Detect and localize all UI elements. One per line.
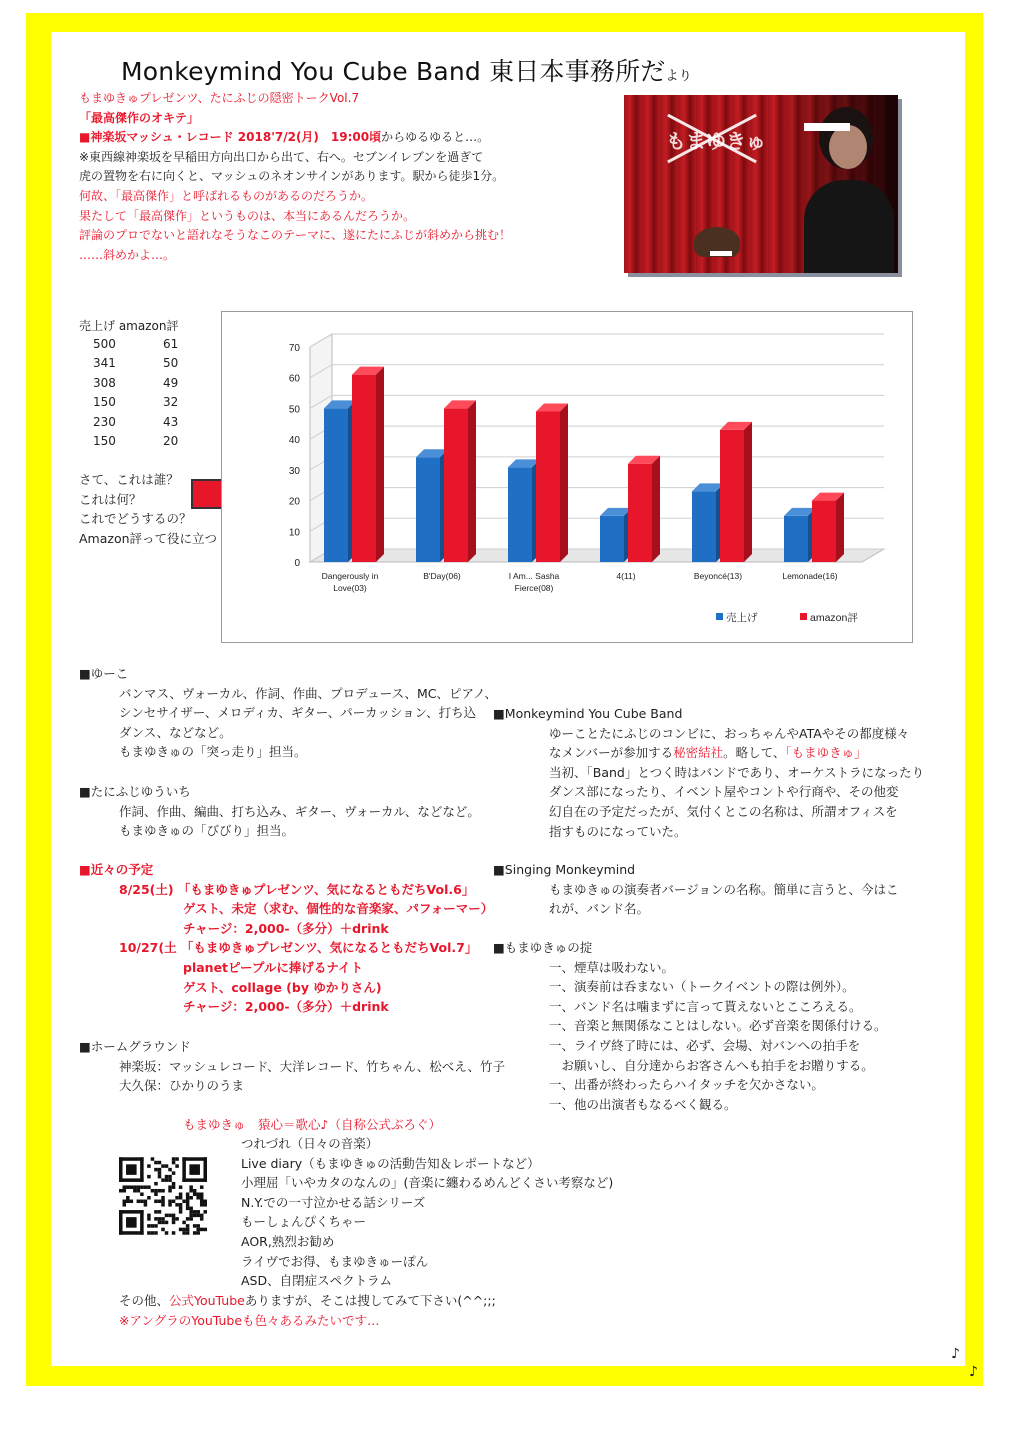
tanifuji-line-2: もまゆきゅの「びびり」担当。 xyxy=(119,823,295,839)
singing-heading: ■Singing Monkeymind xyxy=(493,862,636,877)
schedule-event-1: 8/25(土) 「もまゆきゅプレゼンツ、気になるともだちVol.6」 xyxy=(119,881,475,897)
y-tick-label: 10 xyxy=(288,527,300,539)
bar-chart xyxy=(221,311,913,643)
band-section xyxy=(493,704,924,841)
blog-link[interactable]: AOR,熟烈お勧め xyxy=(241,1233,335,1249)
bar xyxy=(352,375,376,562)
photo-watermark: もまゆきゅ xyxy=(666,129,766,153)
y-tick-label: 50 xyxy=(288,404,300,416)
intro-event-title: もまゆきゅプレゼンツ、たにふじの隠密トークVol.7 xyxy=(79,91,360,105)
band-line-5: 幻自在の予定だったが、気付くとこの名称は、所謂オフィスを xyxy=(549,803,898,819)
x-tick-label: 4(11) xyxy=(616,571,636,581)
x-tick-label: Lemonade(16) xyxy=(782,571,838,581)
question-1: さて、これは誰？ xyxy=(79,472,179,487)
blog-link[interactable]: もーしょんぴくちゃー xyxy=(241,1214,367,1230)
band-line-2: なメンバーが参加する秘密結社。略して、「もまゆきゅ」 xyxy=(549,745,867,761)
youtube-link[interactable]: 公式YouTube xyxy=(169,1293,245,1308)
page-title: Monkeymind You Cube Band 東日本事務所だより xyxy=(121,57,692,86)
bar xyxy=(720,430,744,562)
other-line: その他、公式YouTubeありますが、そこは捜してみて下さい(^^;;; xyxy=(119,1293,496,1308)
schedule-event-1-charge: チャージ：2,000-（多分）＋drink xyxy=(183,920,389,936)
bar xyxy=(324,408,348,562)
rules-heading: ■もまゆきゅの掟 xyxy=(493,940,593,955)
x-tick-label: Beyoncé(13) xyxy=(693,571,743,581)
chart-gridline xyxy=(310,334,884,347)
home-line-2: 大久保：ひかりのうま xyxy=(119,1078,245,1094)
schedule-event-1-guest: ゲスト、未定（求む、個性的な音楽家、パフォーマー） xyxy=(183,901,494,917)
chart-gridline xyxy=(310,395,884,408)
intro-access-2: 虎の置物を右に向くと、マッシュのネオンサインがあります。駅から徒歩1分。 xyxy=(79,169,505,184)
table-row: 150 32 xyxy=(93,395,179,409)
intro-text-4: ……斜めかよ…。 xyxy=(79,247,176,262)
x-tick-label: Dangerously in xyxy=(321,571,379,581)
chart-gridline xyxy=(310,457,884,470)
bar xyxy=(416,457,440,562)
band-heading: ■Monkeymind You Cube Band xyxy=(493,706,683,721)
legend-swatch xyxy=(800,613,807,620)
chart-gridline xyxy=(310,488,884,501)
x-tick-label: Love(03) xyxy=(333,583,367,593)
music-note-icon: ♪ xyxy=(951,1346,960,1362)
rule-item: 一、他の出演者もなるべく観る。 xyxy=(549,1096,737,1112)
bar-side xyxy=(468,400,476,562)
chart-gridline xyxy=(310,426,884,439)
blog-link[interactable]: N.Y.での一寸泣かせる話シリーズ xyxy=(241,1194,426,1210)
singing-line-1: もまゆきゅの演奏者バージョンの名称。簡単に言うと、今はこ xyxy=(549,881,899,897)
yuko-line-3: ダンス、などなど。 xyxy=(119,724,232,740)
bar-side xyxy=(744,422,752,562)
intro-access-1: ※東西線神楽坂を早稲田方向出口から出て、右へ。セブンイレブンを過ぎて xyxy=(79,149,484,164)
table-row: 500 61 xyxy=(93,336,179,351)
intro-theme: 「最高傑作のオキテ」 xyxy=(79,110,200,125)
intro-venue-rest: からゆるゆると…。 xyxy=(381,130,490,145)
bar xyxy=(692,491,716,562)
bar-side xyxy=(652,456,660,562)
bar xyxy=(784,516,808,562)
intro-block xyxy=(79,89,511,265)
chart-svg xyxy=(222,312,912,642)
profile-yuko xyxy=(79,664,497,762)
rule-item: 一、演奏前は呑まない（トークイベントの際は例外）。 xyxy=(549,979,855,995)
home-heading: ■ホームグラウンド xyxy=(79,1039,191,1054)
qr-code-icon[interactable] xyxy=(119,1157,207,1235)
band-line-6: 指すものになっていた。 xyxy=(549,823,687,839)
angura-youtube-note: ※アングラのYouTubeも色々あるみたいです… xyxy=(119,1313,380,1328)
singing-section xyxy=(493,860,899,919)
live-photo xyxy=(624,95,898,273)
blog-link[interactable]: つれづれ（日々の音楽） xyxy=(241,1136,379,1151)
band-line-1: ゆーことたにふじのコンビに、おっちゃんやATAやその都度様々 xyxy=(549,725,910,741)
data-table xyxy=(79,317,178,454)
profile-tanifuji xyxy=(79,782,480,841)
schedule-heading: ■近々の予定 xyxy=(79,862,154,877)
bar xyxy=(812,501,836,562)
tanifuji-heading: ■たにふじゆういち xyxy=(79,784,191,799)
rule-item: お願いし、自分達からお客さんへも拍手をお贈りする。 xyxy=(549,1057,874,1073)
yuko-heading: ■ゆーこ xyxy=(79,666,129,681)
bar-side xyxy=(376,367,384,562)
intro-venue-line xyxy=(79,128,511,148)
table-row: 230 43 xyxy=(93,414,179,429)
blog-link[interactable]: ライヴでお得、もまゆきゅーぽん xyxy=(241,1253,429,1269)
band-line-4: ダンス部になったり、イベント屋やコントや行商や、その他変 xyxy=(549,784,899,800)
schedule-event-2-sub: planetピープルに捧げるナイト xyxy=(183,959,364,975)
yuko-line-1: バンマス、ヴォーカル、作詞、作曲、プロデュース、MC、ピアノ、 xyxy=(119,685,498,701)
bar xyxy=(628,464,652,562)
blog-link[interactable]: 小理屈「いやカタのなんの」(音楽に纏わるめんどくさい考察など) xyxy=(241,1175,614,1191)
home-line-1: 神楽坂：マッシュレコード、大洋レコード、竹ちゃん、松べえ、竹子 xyxy=(119,1058,506,1074)
rules-section xyxy=(493,938,887,1114)
singer-face xyxy=(829,125,867,169)
intro-text-2: 果たして「最高傑作」というものは、本当にあるんだろうか。 xyxy=(79,208,416,223)
yuko-line-2: シンセサイザー、メロディカ、ギター、パーカッション、打ち込 xyxy=(119,705,477,721)
legend-label: 売上げ xyxy=(726,612,758,624)
home-ground xyxy=(79,1037,505,1096)
intro-text-3: 評論のプロでないと語れなそうなこのテーマに、遂にたにふじが斜めから挑む！ xyxy=(79,228,512,243)
rule-item: 一、音楽と無関係なことはしない。必ず音楽を関係付ける。 xyxy=(549,1018,887,1034)
legend-swatch xyxy=(716,613,723,620)
censor-bar-2 xyxy=(710,251,732,256)
censor-bar xyxy=(804,123,850,131)
question-4: Amazon評って役に立つ xyxy=(79,530,218,546)
schedule-event-2-guest: ゲスト、collage (by ゆかりさん) xyxy=(183,979,382,995)
band-line-3: 当初、「Band」とつく時はバンドであり、オーケストラになったり xyxy=(549,764,925,780)
singing-line-2: れが、バンド名。 xyxy=(549,901,650,917)
x-tick-label: B'Day(06) xyxy=(423,571,461,581)
bar xyxy=(600,516,624,562)
bar xyxy=(508,467,532,562)
table-header: 売上げ amazon評 xyxy=(79,319,179,333)
bar-side xyxy=(836,493,844,562)
bar-side xyxy=(560,404,568,563)
yuko-line-4: もまゆきゅの「突っ走り」担当。 xyxy=(119,744,307,760)
singer-body xyxy=(804,180,894,273)
rule-item: 一、バンド名は噛まずに言って貰えないとこころえる。 xyxy=(549,998,862,1014)
blog-link[interactable]: ASD、自閉症スペクトラム xyxy=(241,1273,392,1289)
intro-venue: ■神楽坂マッシュ・レコード 2018'7/2(月) 19:00頃 xyxy=(79,130,382,145)
x-tick-label: I Am... Sasha xyxy=(508,571,560,581)
rule-item: 一、ライヴ終了時には、必ず、会場、対バンへの拍手を xyxy=(549,1037,861,1053)
y-tick-label: 70 xyxy=(288,343,300,354)
y-tick-label: 0 xyxy=(294,558,300,569)
blog-link[interactable]: Live diary（もまゆきゅの活動告知＆レポートなど） xyxy=(241,1155,540,1171)
music-note-icon: ♪ xyxy=(969,1364,978,1380)
chart-gridline xyxy=(310,365,884,378)
x-tick-label: Fierce(08) xyxy=(514,583,554,593)
rule-item: 一、煙草は吸わない。 xyxy=(549,959,675,975)
table-row: 341 50 xyxy=(93,356,179,370)
question-3: これでどうするの？ xyxy=(79,511,192,527)
bar xyxy=(444,408,468,562)
schedule-section xyxy=(79,860,493,1017)
rule-item: 一、出番が終わったらハイタッチを欠かさない。 xyxy=(549,1077,824,1093)
title-suffix: より xyxy=(665,69,692,84)
y-tick-label: 30 xyxy=(288,465,300,477)
blog-list xyxy=(241,1134,613,1291)
y-tick-label: 60 xyxy=(288,373,300,385)
schedule-event-2: 10/27(土 「もまゆきゅプレゼンツ、気になるともだちVol.7」 xyxy=(119,940,478,956)
question-2: これは何？ xyxy=(79,491,142,507)
bar xyxy=(536,412,560,563)
legend-label: amazon評 xyxy=(810,612,858,624)
y-tick-label: 40 xyxy=(288,435,300,447)
table-row: 150 20 xyxy=(93,434,179,448)
schedule-event-2-charge: チャージ：2,000-（多分）＋drink xyxy=(183,999,389,1015)
blog-title: もまゆきゅ 猿心＝歌心♪（自称公式ぶろぐ） xyxy=(183,1117,441,1132)
intro-text-1: 何故、「最高傑作」と呼ばれるものがあるのだろうか。 xyxy=(79,188,374,203)
y-tick-label: 20 xyxy=(288,496,300,508)
tanifuji-line-1: 作詞、作曲、編曲、打ち込み、ギター、ヴォーカル、などなど。 xyxy=(119,803,480,819)
table-row: 308 49 xyxy=(93,375,179,390)
